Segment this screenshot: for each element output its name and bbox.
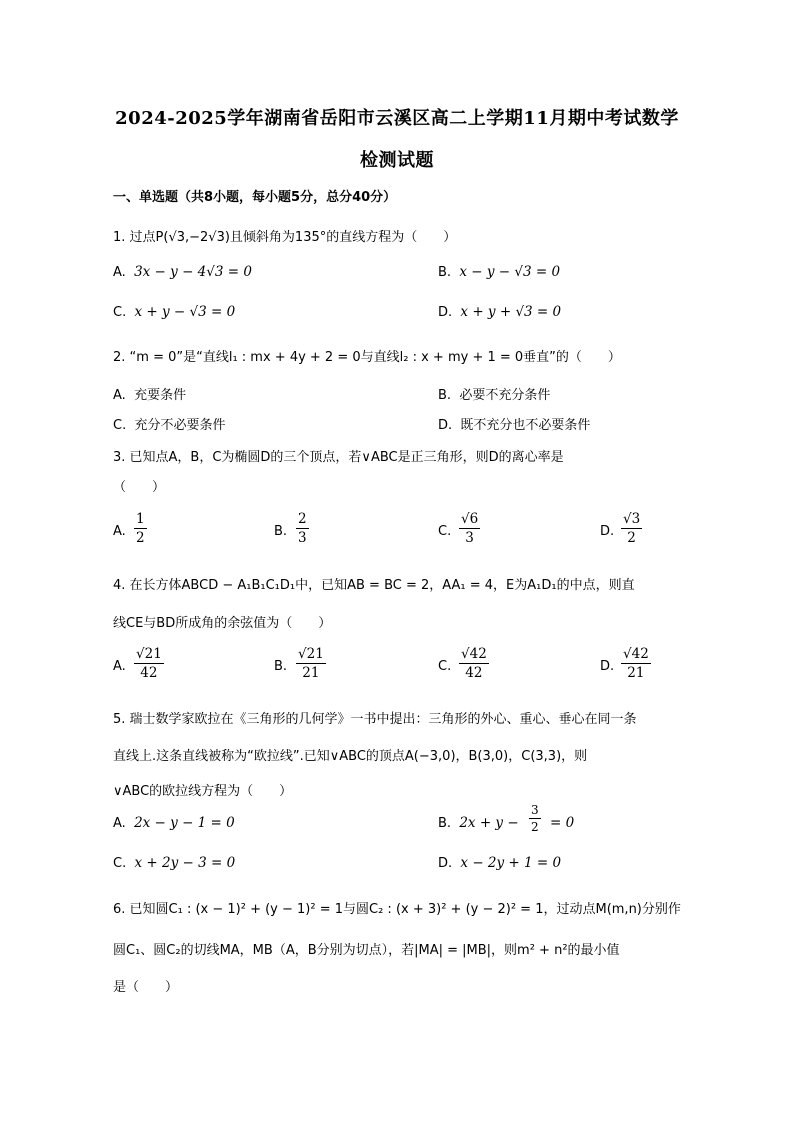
q5-option-b-fraction (529, 803, 541, 834)
q3-option-c-label[interactable]: C. (438, 524, 452, 539)
q4-option-a-fraction[interactable] (134, 646, 164, 681)
option-label: C. (113, 418, 127, 433)
q3-option-b-label[interactable]: B. (274, 524, 288, 539)
fraction-denominator: 2 (627, 530, 636, 546)
q4-option-b-fraction[interactable] (296, 646, 326, 681)
question-6-stem-line2: 圆C₁、圆C₂的切线MA，MB（A，B分别为切点），若|MA| = |MB|，则m² + n²的最小值 (113, 943, 620, 958)
question-5-stem-line3: ∨ABC的欧拉线方程为（ ） (113, 784, 293, 799)
fraction-bar (529, 818, 541, 819)
question-4-stem-line2: 线CE与BD所成角的余弦值为（ ） (113, 616, 332, 631)
option-label: C. (113, 856, 127, 871)
q1-option-d[interactable] (438, 304, 561, 320)
fraction-bar (134, 663, 164, 664)
question-4-stem-line1: 4. 在长方体ABCD − A₁B₁C₁D₁中，已知AB = BC = 2，AA₁ = 4，E为A₁D₁的中点，则直 (113, 578, 635, 593)
fraction-numerator: 2 (298, 511, 307, 527)
fraction-bar (459, 528, 480, 529)
fraction-bar (296, 528, 309, 529)
q1-option-c[interactable] (113, 304, 235, 320)
question-6-stem-line1: 6. 已知圆C₁ : (x − 1)² + (y − 1)² = 1与圆C₂ : (x + 3)² + (y − 2)² = 1，过动点M(m,n)分别作 (113, 902, 681, 917)
fraction-bar (621, 528, 642, 529)
question-5-stem-line1: 5. 瑞士数学家欧拉在《三角形的几何学》一书中提出：三角形的外心、重心、垂心在同一条 (113, 712, 637, 727)
q4-option-c-fraction[interactable] (459, 646, 489, 681)
option-text: x + y − √3 = 0 (134, 304, 236, 320)
q2-option-d[interactable] (438, 414, 590, 433)
q3-option-d-label[interactable]: D. (600, 524, 615, 539)
fraction-numerator: √3 (623, 511, 641, 527)
fraction-denominator: 3 (298, 530, 307, 546)
fraction-numerator: √42 (461, 646, 487, 662)
section-heading: 一、单选题（共8小题，每小题5分，总分40分） (113, 190, 397, 205)
option-label: B. (438, 388, 452, 403)
fraction-denominator: 21 (627, 665, 645, 681)
fraction-numerator: √42 (623, 646, 649, 662)
fraction-bar (134, 528, 147, 529)
question-5-stem-line2: 直线上.这条直线被称为“欧拉线”.已知∨ABC的顶点A(−3,0)，B(3,0)，C(3,3)，则 (113, 749, 588, 764)
fraction-numerator: 3 (531, 803, 539, 817)
option-text: 充要条件 (134, 388, 187, 403)
document-title-line1: 2024-2025学年湖南省岳阳市云溪区高二上学期11月期中考试数学 (115, 108, 679, 129)
option-label: A. (113, 816, 126, 831)
option-text: 3x − y − 4√3 = 0 (134, 264, 252, 280)
option-text: x − 2y + 1 = 0 (460, 855, 562, 871)
q5-option-d[interactable] (438, 855, 561, 871)
option-text: x + y + √3 = 0 (460, 304, 562, 320)
option-text: 必要不充分条件 (459, 388, 551, 403)
fraction-denominator: 42 (465, 665, 483, 681)
question-6-stem-line3: 是（ ） (113, 980, 179, 995)
question-3-stem-line2: （ ） (113, 480, 166, 495)
option-text: 充分不必要条件 (134, 418, 226, 433)
fraction-denominator: 3 (465, 530, 474, 546)
fraction-denominator: 21 (302, 665, 320, 681)
option-label: C. (113, 305, 127, 320)
q2-option-a[interactable] (113, 384, 186, 403)
document-title-line2: 检测试题 (360, 150, 434, 171)
q3-option-c-fraction[interactable] (459, 511, 480, 546)
option-label: A. (113, 388, 126, 403)
fraction-bar (621, 663, 651, 664)
option-label: D. (438, 305, 453, 320)
q1-option-b[interactable] (438, 264, 560, 280)
q2-option-c[interactable] (113, 414, 226, 433)
question-1-stem: 1. 过点P(√3,−2√3)且倾斜角为135°的直线方程为（ ） (113, 230, 457, 245)
q5-option-b-text-post: = 0 (550, 815, 575, 831)
fraction-denominator: 42 (140, 665, 158, 681)
fraction-numerator: √21 (136, 646, 162, 662)
option-label: D. (438, 856, 453, 871)
q4-option-a-label[interactable]: A. (113, 659, 126, 674)
fraction-bar (296, 663, 326, 664)
q2-option-b[interactable] (438, 384, 550, 403)
q4-option-d-fraction[interactable] (621, 646, 651, 681)
q4-option-c-label[interactable]: C. (438, 659, 452, 674)
q5-option-a[interactable] (113, 815, 235, 831)
option-label: D. (438, 418, 453, 433)
option-text: x − y − √3 = 0 (459, 264, 561, 280)
option-label: B. (438, 816, 452, 831)
question-3-stem-line1: 3. 已知点A，B，C为椭圆D的三个顶点，若∨ABC是正三角形，则D的离心率是 (113, 450, 564, 465)
q3-option-b-fraction[interactable] (296, 511, 309, 546)
q4-option-b-label[interactable]: B. (274, 659, 288, 674)
option-text: 既不充分也不必要条件 (460, 418, 591, 433)
q3-option-d-fraction[interactable] (621, 511, 642, 546)
fraction-denominator: 2 (136, 530, 145, 546)
fraction-numerator: 1 (136, 511, 145, 527)
option-text-pre: 2x + y − (459, 815, 519, 831)
option-text: 2x − y − 1 = 0 (134, 815, 235, 831)
option-label: A. (113, 265, 126, 280)
q4-option-d-label[interactable]: D. (600, 659, 615, 674)
q3-option-a-fraction[interactable] (134, 511, 147, 546)
fraction-denominator: 2 (531, 820, 539, 834)
fraction-bar (459, 663, 489, 664)
q3-option-a-label[interactable]: A. (113, 524, 126, 539)
fraction-numerator: √6 (461, 511, 479, 527)
q1-option-a[interactable] (113, 264, 252, 280)
q5-option-c[interactable] (113, 855, 235, 871)
question-2-stem: 2. “m = 0”是“直线l₁ : mx + 4y + 2 = 0与直线l₂ : x + my + 1 = 0垂直”的（ ） (113, 350, 621, 365)
q5-option-b[interactable] (438, 815, 519, 831)
fraction-numerator: √21 (298, 646, 324, 662)
option-label: B. (438, 265, 452, 280)
option-text: x + 2y − 3 = 0 (134, 855, 236, 871)
